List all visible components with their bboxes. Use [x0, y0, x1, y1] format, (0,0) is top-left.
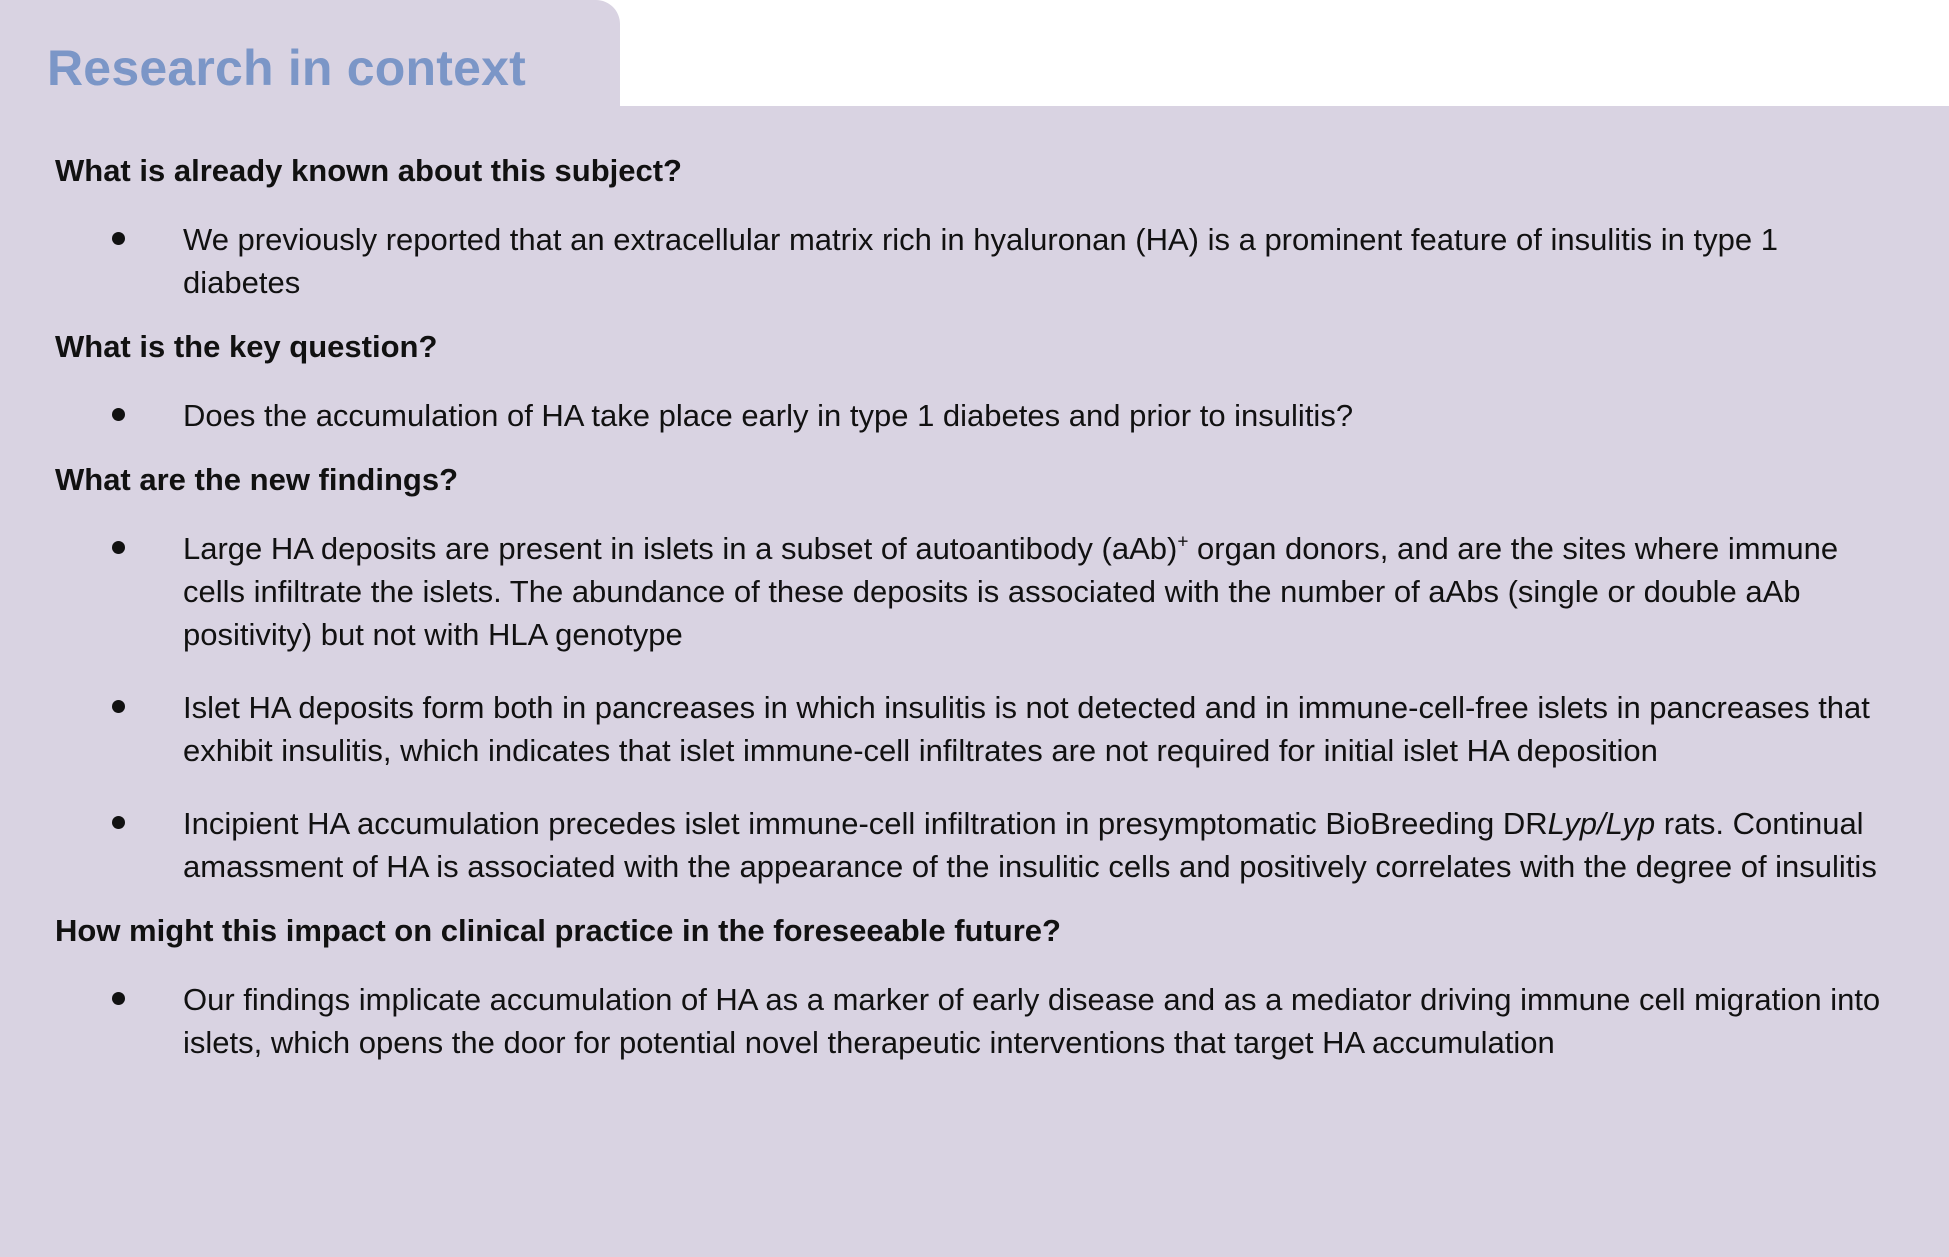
section-question: What are the new findings? [55, 462, 459, 497]
text-segment: rats. Continual amassment of HA is associated with the appearance of the insulitic cells and positively correlates with the degree of insulitis [183, 806, 1877, 884]
bullet-item [55, 802, 1915, 888]
text-segment: Does the accumulation of HA take place early in type 1 diabetes and prior to insulitis? [183, 398, 1354, 433]
text-segment: Our findings implicate accumulation of HA as a marker of early disease and as a mediator driving immune cell migration into islets, which opens the door for potential novel therapeutic interventions that target HA accumulation [183, 982, 1881, 1060]
bullet-text [183, 527, 1915, 656]
text-segment: organ donors, and are the sites where immune cells infiltrate the islets. The abundance of these deposits is associated with the number of aAbs (single or double aAb positivity) but not with HLA genotype [183, 531, 1839, 652]
bullet-item [55, 394, 1915, 437]
bullet-list [55, 218, 1915, 304]
bullet-text [183, 686, 1915, 772]
text-segment: Islet HA deposits form both in pancreases in which insulitis is not detected and in immune-cell-free islets in pancreases that exhibit insulitis, which indicates that islet immune-cell infiltrates are not required for initial islet HA deposition [183, 690, 1870, 768]
text-segment: Large HA deposits are present in islets in a subset of autoantibody (aAb) [183, 531, 1178, 566]
bullet-item [55, 527, 1915, 656]
bullet-text [183, 802, 1915, 888]
bullet-text [183, 394, 1915, 437]
bullet-dot-icon [112, 992, 125, 1005]
bullet-dot-icon [112, 408, 125, 421]
bullet-list [55, 394, 1915, 437]
italic-text: Lyp/Lyp [1547, 806, 1656, 841]
bullet-dot-icon [112, 700, 125, 713]
bullet-item [55, 686, 1915, 772]
bullet-dot-icon [112, 816, 125, 829]
section-question: What is the key question? [55, 329, 438, 364]
panel-title: Research in context [47, 40, 526, 96]
text-segment: Incipient HA accumulation precedes islet immune-cell infiltration in presymptomatic BioBreeding DR [183, 806, 1548, 841]
bullet-dot-icon [112, 232, 125, 245]
bullet-item [55, 218, 1915, 304]
section-question: How might this impact on clinical practice in the foreseeable future? [55, 913, 1061, 948]
bullet-item [55, 978, 1915, 1064]
bullet-list [55, 978, 1915, 1064]
section-question: What is already known about this subject? [55, 153, 682, 188]
bullet-list [55, 527, 1915, 888]
bullet-text [183, 218, 1915, 304]
panel-content [55, 146, 1915, 1082]
text-segment: We previously reported that an extracellular matrix rich in hyaluronan (HA) is a prominent feature of insulitis in type 1 diabetes [183, 222, 1778, 300]
bullet-dot-icon [112, 541, 125, 554]
bullet-text [183, 978, 1915, 1064]
superscript-text: + [1177, 531, 1189, 553]
